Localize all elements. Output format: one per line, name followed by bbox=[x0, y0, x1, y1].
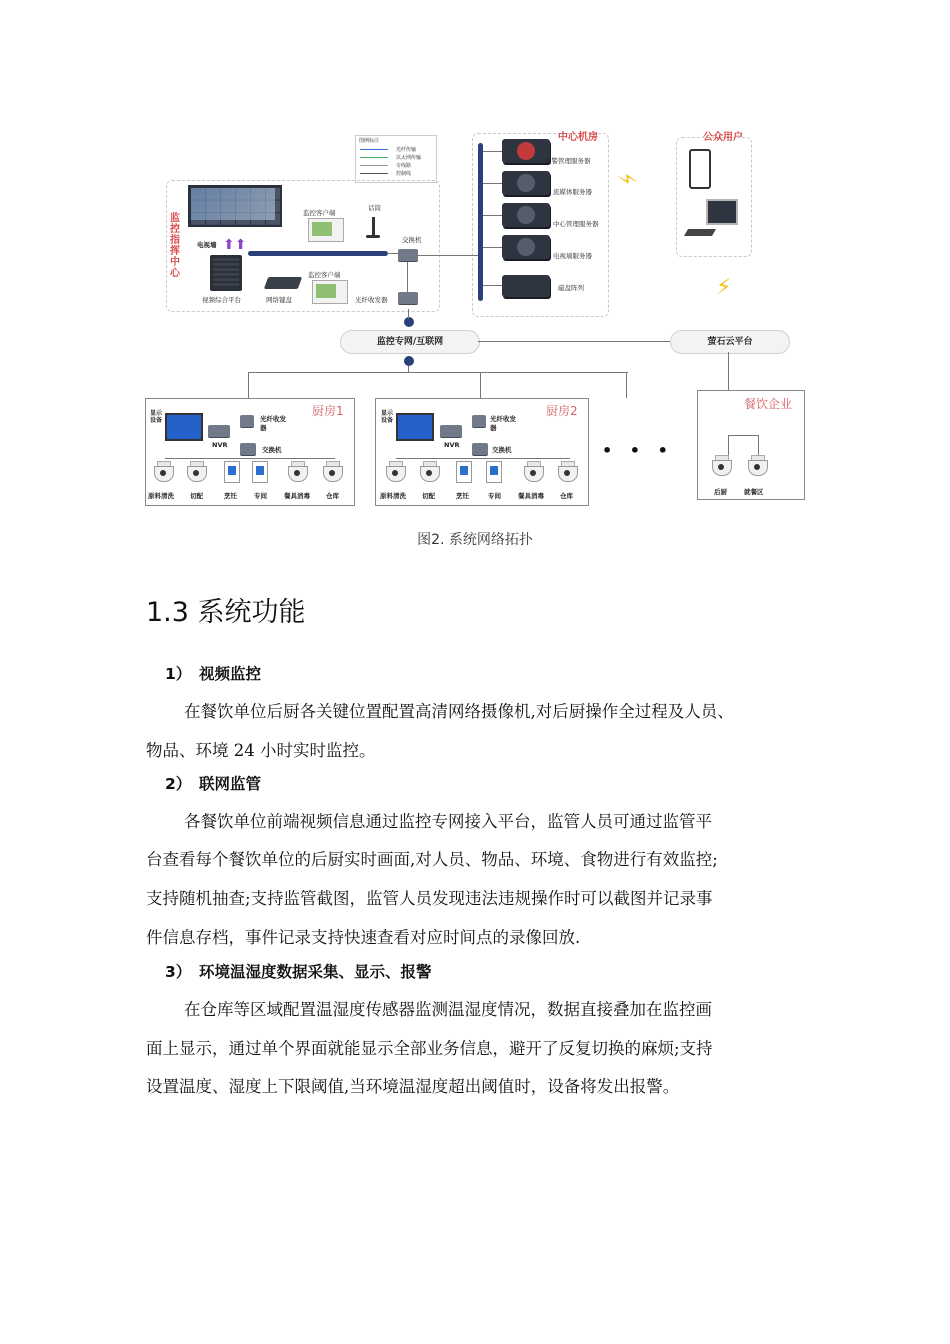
phone-icon bbox=[689, 149, 711, 189]
item2-heading: 2） 联网监管 bbox=[165, 775, 262, 793]
keyboard-device bbox=[264, 277, 302, 289]
kitchen1-sensor-1 bbox=[224, 461, 240, 483]
network-interconnect bbox=[478, 341, 670, 342]
server-tvwall-label: 电视墙服务器 bbox=[553, 252, 592, 260]
figure-caption: 图2. 系统网络拓扑 bbox=[417, 532, 533, 548]
kitchen2-fiber-label: 光纤收发器 bbox=[490, 415, 516, 432]
item3-heading: 3） 环境温湿度数据采集、显示、报警 bbox=[165, 963, 432, 981]
kitchen1-camera-3 bbox=[288, 461, 306, 481]
server-center-label: 中心管理服务器 bbox=[553, 220, 599, 228]
client1-label: 监控客户端 bbox=[303, 209, 336, 217]
section-title: 1.3 系统功能 bbox=[146, 597, 306, 628]
item2-line4: 件信息存档，事件记录支持快速查看对应时间点的录像回放. bbox=[146, 928, 581, 947]
kitchen2-nvr-label: NVR bbox=[444, 441, 460, 449]
tv-wall-screens bbox=[191, 188, 275, 220]
item1-heading: 1） 视频监控 bbox=[165, 665, 262, 683]
server-center-icon bbox=[502, 203, 550, 227]
kitchen2-fiber-icon bbox=[472, 415, 486, 427]
legend-title: 图例标注 bbox=[359, 138, 380, 144]
command-fiber-label: 光纤收发器 bbox=[355, 296, 388, 304]
microphone-label: 话筒 bbox=[368, 204, 381, 212]
cloud-platform bbox=[670, 330, 790, 354]
kitchen2-camera-3 bbox=[524, 461, 542, 481]
command-fiber-icon bbox=[398, 292, 418, 304]
private-network-cloud bbox=[340, 330, 480, 354]
microphone-icon bbox=[372, 217, 375, 237]
kitchen1-camera-1 bbox=[154, 461, 172, 481]
kitchen2-nvr-icon bbox=[440, 425, 462, 437]
kitchen-distribution-line bbox=[248, 372, 628, 373]
enterprise-title: 餐饮企业 bbox=[744, 397, 793, 411]
kitchen2-camera-1 bbox=[386, 461, 404, 481]
fiber-node-2 bbox=[404, 356, 414, 366]
disk-array-icon bbox=[502, 275, 550, 297]
disk-array-label: 磁盘阵列 bbox=[558, 284, 584, 292]
data-center-title: 中心机房 bbox=[558, 132, 598, 143]
kitchen1-title: 厨房1 bbox=[312, 404, 344, 418]
kitchen1-switch-label: 交换机 bbox=[262, 446, 282, 454]
kitchen1-switch-icon bbox=[240, 443, 256, 455]
video-platform-label: 视频综合平台 bbox=[202, 296, 241, 304]
cloud-platform-label: 萤石云平台 bbox=[707, 337, 753, 347]
item3-line3: 设置温度、湿度上下限阈值,当环境温湿度超出阈值时，设备将发出报警。 bbox=[146, 1077, 680, 1096]
server-alarm-label: 报警管理服务器 bbox=[545, 157, 591, 165]
pc-monitor-icon bbox=[706, 199, 738, 225]
server-stream-icon bbox=[502, 171, 550, 195]
up-arrows: ⬆⬆ bbox=[223, 237, 247, 253]
kitchen1-camera-2 bbox=[187, 461, 205, 481]
kitchen2-camera-2 bbox=[420, 461, 438, 481]
kitchen1-sensor-2 bbox=[252, 461, 268, 483]
tv-wall-label: 电视墙 bbox=[197, 241, 217, 249]
item2-line3: 支持随机抽查;支持监管截图，监管人员发现违法违规操作时可以截图并记录事 bbox=[146, 889, 713, 908]
command-center-title: 监控指挥中心 bbox=[170, 213, 180, 279]
command-switch-label: 交换机 bbox=[402, 236, 422, 244]
kitchen2-title: 厨房2 bbox=[546, 404, 578, 418]
keyboard-label: 网络键盘 bbox=[266, 296, 292, 304]
kitchen2-switch-icon bbox=[472, 443, 488, 455]
wireless-link-icon-2: ⚡ bbox=[716, 275, 732, 300]
enterprise-camera-1 bbox=[712, 455, 730, 475]
pc-keyboard-icon bbox=[684, 229, 716, 236]
more-kitchens-ellipsis: • • • bbox=[602, 441, 674, 460]
legend-box: 图例标注 光纤传输 以太网传输 专线路 控制线 bbox=[355, 135, 437, 183]
kitchen1-display-icon bbox=[165, 413, 203, 441]
item3-line1: 在仓库等区域配置温湿度传感器监测温湿度情况，数据直接叠加在监控画 bbox=[184, 1000, 712, 1019]
video-platform-device bbox=[210, 255, 242, 291]
kitchen2-display-label: 显示设备 bbox=[381, 410, 394, 424]
private-network-label: 监控专网/互联网 bbox=[376, 337, 444, 347]
kitchen2-switch-label: 交换机 bbox=[492, 446, 512, 454]
client2-device bbox=[312, 280, 348, 304]
public-users-zone bbox=[676, 137, 752, 257]
kitchen1-display-label: 显示设备 bbox=[150, 410, 163, 424]
client1-device bbox=[308, 218, 344, 242]
server-alarm-icon bbox=[502, 139, 550, 163]
enterprise-camera-2 bbox=[748, 455, 766, 475]
item1-line1: 在餐饮单位后厨各关键位置配置高清网络摄像机,对后厨操作全过程及人员、 bbox=[184, 702, 734, 721]
kitchen2-sensor-2 bbox=[486, 461, 502, 483]
server-stream-label: 流媒体服务器 bbox=[553, 188, 592, 196]
kitchen1-nvr-icon bbox=[208, 425, 230, 437]
fiber-node-1 bbox=[404, 317, 414, 327]
client2-label: 监控客户端 bbox=[308, 271, 341, 279]
item2-line1: 各餐饮单位前端视频信息通过监控专网接入平台，监管人员可通过监管平 bbox=[184, 812, 712, 831]
kitchen1-nvr-label: NVR bbox=[212, 441, 228, 449]
kitchen1-fiber-icon bbox=[240, 415, 254, 427]
item2-line2: 台查看每个餐饮单位的后厨实时画面,对人员、物品、环境、食物进行有效监控; bbox=[146, 850, 718, 869]
kitchen1-fiber-label: 光纤收发器 bbox=[260, 415, 286, 432]
kitchen2-display-icon bbox=[396, 413, 434, 441]
server-tvwall-icon bbox=[502, 235, 550, 259]
command-backbone bbox=[248, 251, 388, 256]
command-switch-icon bbox=[398, 249, 418, 261]
item3-line2: 面上显示，通过单个界面就能显示全部业务信息，避开了反复切换的麻烦;支持 bbox=[146, 1039, 713, 1058]
wireless-link-icon: ⚡ bbox=[611, 167, 641, 192]
kitchen2-sensor-1 bbox=[456, 461, 472, 483]
network-topology-diagram: 图例标注 光纤传输 以太网传输 专线路 控制线 监控指挥中心 电视墙 ⬆⬆ 视频综合平台 网络键盘 监控客户端 话筒 监控客户端 交换机 光纤收发器 中心机房 报警管理服务器 流媒体服务器 中心管理服务器 电视墙服务器 磁盘阵列 公众用户 ⚡ ⚡ 监控专网/互联网 萤石云平台 厨房1 显示设备 NVR 光纤收发器 交换机 原料清洗 切配 烹饪 专间 餐具消毒 仓库 厨房2 显示设备 NVR 光纤收发器 交换机 原料清洗 切配 烹饪 专间 餐具消毒 仓库 • • • 餐饮企业 后厨 就餐区 bbox=[140, 125, 820, 515]
kitchen2-camera-4 bbox=[558, 461, 576, 481]
kitchen1-camera-4 bbox=[323, 461, 341, 481]
item1-line2: 物品、环境 24 小时实时监控。 bbox=[146, 741, 376, 760]
public-users-title: 公众用户 bbox=[703, 132, 743, 143]
data-center-backbone bbox=[478, 143, 483, 301]
command-to-datacenter-link bbox=[418, 255, 478, 256]
